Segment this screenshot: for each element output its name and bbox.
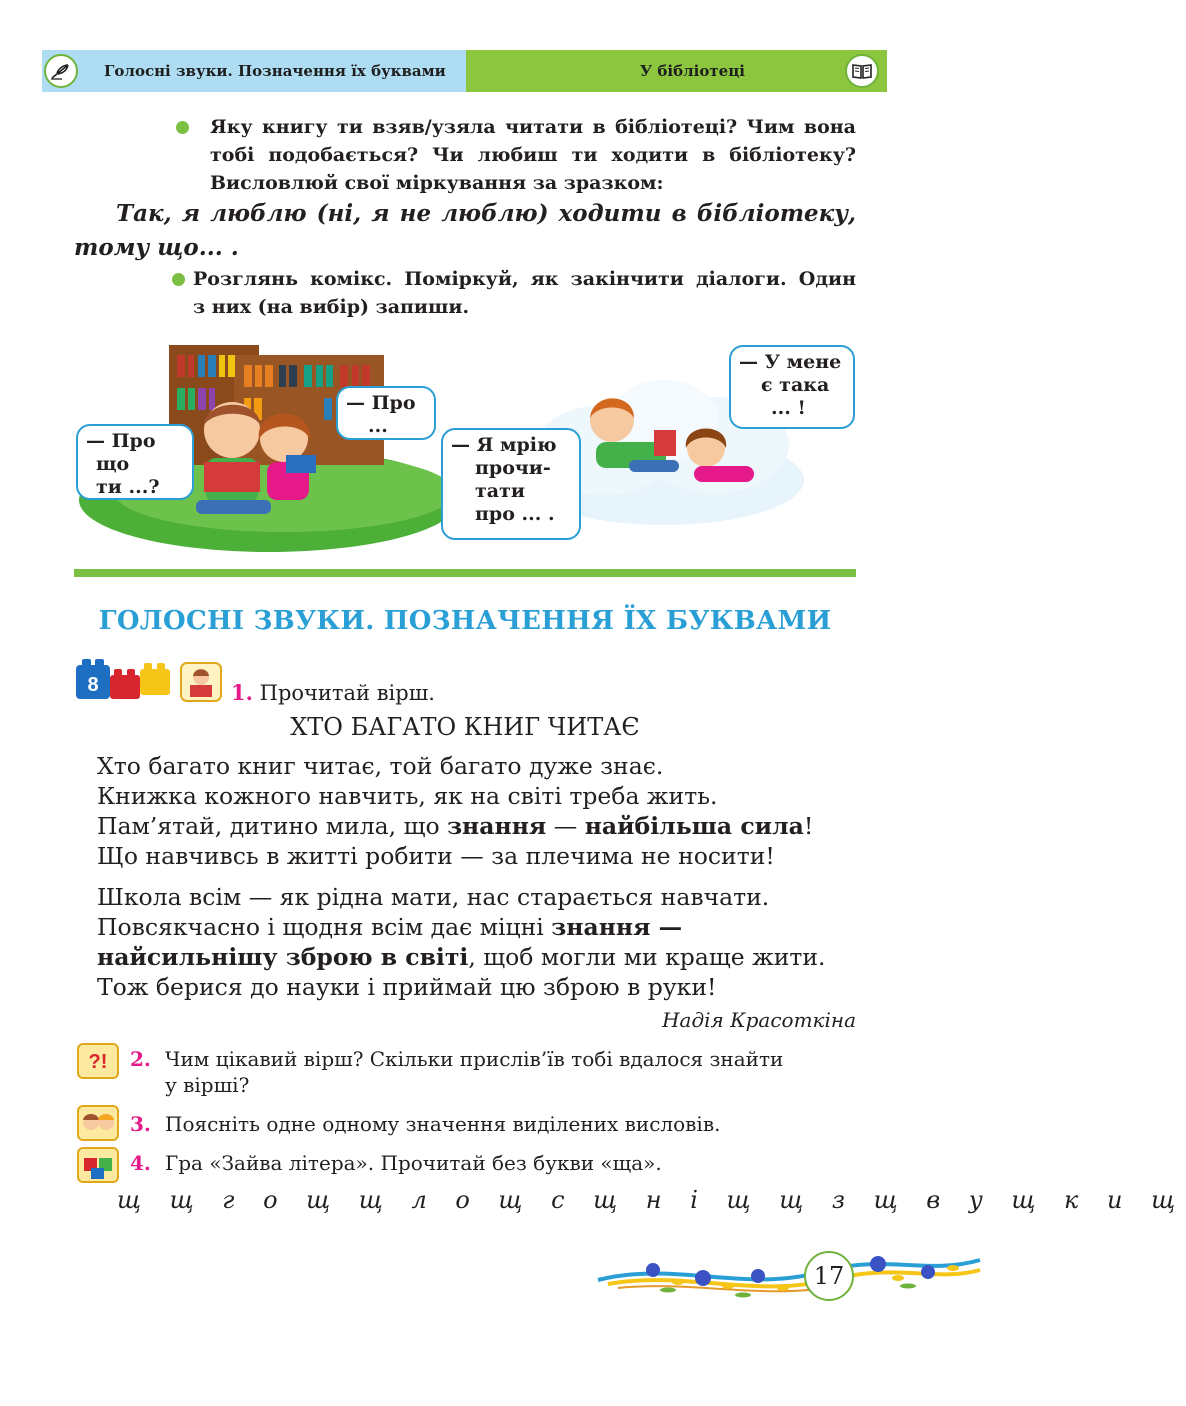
poem-title: ХТО БАГАТО КНИГ ЧИТАЄ	[290, 713, 640, 741]
header-right-title: У бібліотеці	[640, 62, 745, 80]
speech-bubble-3	[441, 428, 581, 540]
poem-text: , щоб могли ми краще жити.	[468, 943, 826, 971]
bubble-text: — У мене	[739, 351, 842, 373]
poem-text: Повсякчасно і щодня всім дає міцні	[97, 913, 552, 941]
task-2-line: у вірші?	[165, 1073, 250, 1097]
speech-bubble-2	[336, 386, 436, 440]
section-divider	[74, 569, 856, 577]
task-1-text: Прочитай вірш.	[259, 681, 435, 705]
wheat-flowers-decoration	[598, 1240, 980, 1310]
task-2	[130, 1046, 784, 1097]
bullet-dot	[172, 273, 185, 286]
question-line: Яку книгу ти взяв/узяла читати в бібліотеці? Чим вона	[210, 116, 856, 138]
header-left-title: Голосні звуки. Позначення їх буквами	[104, 62, 446, 80]
library-question	[210, 113, 856, 197]
task-2-number: 2.	[130, 1047, 151, 1071]
poem-highlight: найсильнішу зброю в світі	[97, 943, 469, 971]
bubble-text: тати	[475, 480, 525, 502]
open-book-icon	[845, 54, 879, 88]
poem-line	[97, 811, 813, 842]
lego-blocks-icon	[74, 655, 174, 701]
question-line: тобі подобається? Чи любиш ти ходити в бібліотеку?	[210, 144, 856, 166]
svg-text:?!: ?!	[88, 1051, 108, 1073]
poem-line: Тож берися до науки і приймай цю зброю в руки!	[97, 973, 717, 1001]
poem-author: Надія Красоткіна	[662, 1008, 856, 1032]
bubble-text: — Я мрію	[451, 434, 557, 456]
poem-line: Хто багато книг читає, той багато дуже знає.	[97, 752, 664, 780]
task-3-text: Поясніть одне одному значення виділених висловів.	[165, 1112, 721, 1136]
bubble-text: — Про	[86, 430, 156, 452]
letter-sequence: щ щ г о щ щ л о щ с щ н і щ щ з щ в у щ к и щ	[117, 1186, 1186, 1214]
task-1-number: 1.	[231, 680, 253, 705]
reading-child-icon	[180, 662, 222, 702]
page-number: 17	[804, 1251, 854, 1301]
pair-talk-icon	[76, 1104, 120, 1142]
bubble-text: є така	[761, 374, 830, 396]
model-answer-line: тому що... .	[74, 234, 239, 261]
bullet-dot	[176, 121, 189, 134]
bubble-text: ти ...?	[96, 476, 160, 498]
question-line: Висловлюй свої міркування за зразком:	[210, 172, 664, 194]
puzzle-question-icon	[76, 1042, 120, 1080]
bubble-text: — Про	[346, 392, 416, 414]
lego-number: 8	[87, 674, 99, 696]
comic-task-line: Розглянь комікс. Поміркуй, як закінчити діалоги. Один	[193, 268, 856, 290]
poem-highlight: знання —	[551, 913, 683, 941]
task-4	[130, 1150, 662, 1176]
poem-text: Пам’ятай, дитино мила, що	[97, 812, 448, 840]
task-3-number: 3.	[130, 1112, 151, 1136]
header-bar	[42, 50, 887, 92]
header-right-section	[466, 50, 887, 92]
bubble-text: ... !	[771, 397, 806, 419]
task-4-number: 4.	[130, 1151, 151, 1175]
poem-highlight: знання	[447, 812, 547, 840]
header-left-section	[42, 50, 466, 92]
task-4-text: Гра «Зайва літера». Прочитай без букви «ща».	[165, 1151, 662, 1175]
speech-bubble-1	[76, 424, 194, 500]
task-1	[231, 680, 435, 705]
poem-text: !	[803, 812, 814, 840]
poem-line: Школа всім — як рідна мати, нас старається навчати.	[97, 883, 770, 911]
bubble-text: про ... .	[475, 503, 555, 525]
poem-line: Що навчивсь в житті робити — за плечима не носити!	[97, 842, 775, 870]
poem-line	[97, 912, 682, 943]
poem-line: Книжка кожного навчить, як на світі треба жить.	[97, 782, 718, 810]
quill-pen-icon	[44, 54, 78, 88]
speech-bubble-4	[729, 345, 855, 429]
comic-task	[193, 265, 856, 321]
bubble-text: прочи-	[475, 457, 551, 479]
bubble-text: що	[96, 453, 130, 475]
task-2-line: Чим цікавий вірш? Скільки прислів’їв тобі вдалося знайти	[165, 1047, 784, 1071]
poem-text: —	[546, 812, 585, 840]
model-answer-line: Так, я люблю (ні, я не люблю) ходити в бібліотеку,	[116, 200, 856, 227]
section-title: ГОЛОСНІ ЗВУКИ. ПОЗНАЧЕННЯ ЇХ БУКВАМИ	[98, 606, 832, 636]
poem-highlight: найбільша сила	[584, 812, 804, 840]
bubble-text: ...	[368, 415, 388, 437]
comic-task-line: з них (на вибір) запиши.	[193, 296, 470, 318]
task-3	[130, 1111, 721, 1137]
letter-blocks-icon	[76, 1146, 120, 1184]
poem-line	[97, 942, 826, 973]
